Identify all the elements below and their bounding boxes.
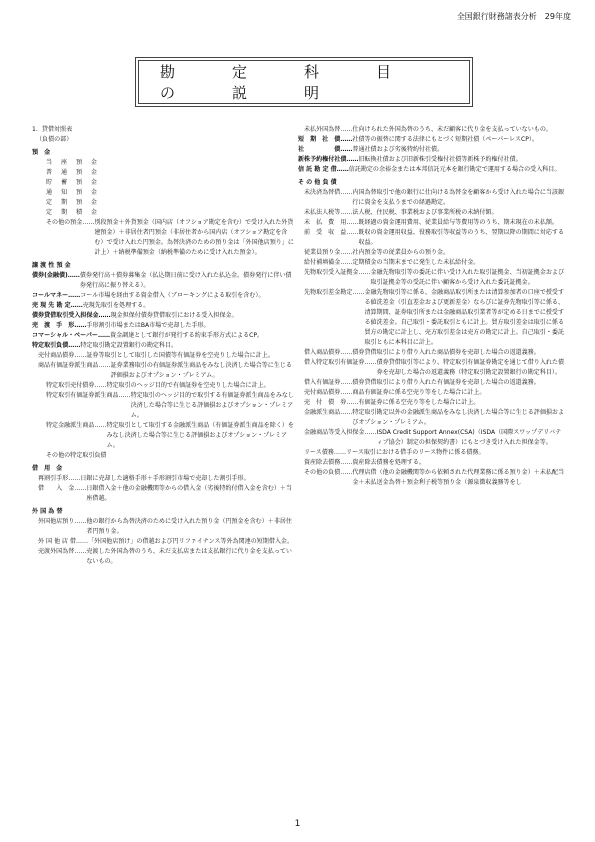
- definition: 特定取引のヘッジ目的で取引する有価証券派生商品をみなし決済した場合等に生じる評価損およびオプション・プレミアム。: [130, 392, 294, 419]
- glossary-entry: [298, 258, 564, 268]
- definition: 証券業務取引の有価証券派生商品をみなし決済した場合等に生じる評価損およびオプション・プレミアム。: [110, 362, 292, 379]
- glossary-entry: [32, 517, 294, 537]
- glossary-entry: [298, 228, 564, 248]
- term: 短 期 社 債……: [298, 136, 353, 143]
- glossary-entry: [298, 448, 564, 458]
- glossary-entry: [32, 361, 294, 381]
- definition: 商品有価証券に係る空売り等をした場合に計上。: [352, 389, 486, 396]
- term: 再割引手形……: [38, 475, 81, 482]
- definition: 売渡した外国為替のうち、未だ支払店または支払銀行に代り金を支払っていないもの。: [86, 548, 292, 565]
- glossary-entry: [32, 391, 294, 421]
- glossary-entry: [32, 208, 294, 218]
- definition: コール市場を経由する資金借入（ブローキングによる取引を含む）。: [80, 292, 265, 299]
- term: 貯 蓄 預 金: [46, 179, 101, 186]
- glossary-entry: [32, 188, 294, 198]
- definition: 売現先取引を処理する。: [82, 302, 150, 309]
- glossary-entry: [32, 451, 294, 461]
- term: 借入有価証券……: [304, 379, 353, 386]
- definition: 既経過の資金運用費用、従業員給与等費用等のうち、期末現在の未払額。: [358, 219, 558, 226]
- term: リース債務……: [304, 449, 347, 456]
- term: 未払法人税等……: [304, 209, 353, 216]
- glossary-entry: [298, 398, 564, 408]
- definition: 証券等取引として取引した国債等有価証券を空売りした場合に計上。: [86, 352, 274, 359]
- definition: 別段預金＋外貨預金（国内店（オフショア勘定を含む）で受け入れた外貨建預金）＋非居住者円預金（非居住者から国内店（オフショア勘定を含む）で受け入れた円預金。為替決済のための預り金は「外国他店預り」に計上）＋納税準備預金（納税準備のために受け入れた預金）。: [94, 219, 294, 256]
- glossary-entry: [32, 537, 294, 547]
- definition: 普通社債および劣後特約付社債。: [352, 146, 444, 153]
- definition: 定期積金の当期末までに発生した未払給付金。: [352, 259, 480, 266]
- term: 通 知 預 金: [46, 189, 101, 196]
- glossary-entry: [298, 248, 564, 258]
- glossary-entry: [32, 321, 294, 331]
- glossary-entry: [298, 408, 564, 428]
- definition: ISDA Credit Support Annex(CSA)（ISDA（国際スワップデリバティブ協会）制定の担保契約書）にもとづき受け入れた担保金等。: [376, 429, 562, 446]
- glossary-entry: [32, 507, 294, 517]
- definition: 社内預金等の従業員からの預り金。: [352, 249, 450, 256]
- definition: 現金担保付債券貸借取引における受入担保金。: [110, 312, 238, 319]
- definition: 債券貸借取引等により、特定取引有価証券勘定を通じて借り入れた債券を売却した場合の返還義務（特定取引勘定設置銀行の勘定科目）。: [376, 359, 565, 376]
- term: 特定取引売付債券……: [46, 382, 107, 389]
- glossary-entry: [298, 378, 564, 388]
- definition: 債券貸借取引により借り入れた商品債券を売却した場合の返還義務。: [352, 349, 540, 356]
- glossary-entry: [32, 135, 294, 145]
- definition: 債券発行高＋債券募集金（払込期日前に受け入れた払込金。債券発行に伴い債券発行高に振り替える）。: [79, 272, 292, 289]
- glossary-entry: [298, 358, 564, 378]
- term: 金融商品等受入担保金……: [304, 429, 377, 436]
- definition: 有価証券に係る空売り等をした場合に計上。: [358, 399, 480, 406]
- glossary-entry: [32, 351, 294, 361]
- term: 債券(金融債)……: [32, 272, 80, 279]
- definition: 特定取引のヘッジ目的で有価証券を空売りした場合に計上。: [106, 382, 270, 389]
- definition: 日銀借入金＋他の金融機関等からの借入金（劣後特約付借入金を含む）＋当座借越。: [86, 485, 292, 502]
- glossary-entry: [32, 198, 294, 208]
- definition: 仕向けられた外国為替のうち、未だ顧客に代り金を支払っていないもの。: [352, 126, 552, 133]
- glossary-entry: [32, 331, 294, 341]
- term: 普 通 預 金: [46, 169, 101, 176]
- definition: 他の銀行から為替決済のために受け入れた預り金（円預金を含む）＋非居住者円預り金。: [86, 518, 292, 535]
- term: 債券貸借取引受入担保金……: [32, 312, 111, 319]
- glossary-entry: [32, 218, 294, 258]
- term: 給付補填備金……: [304, 259, 353, 266]
- term: 外国他店預り……: [38, 518, 87, 525]
- term: 売 現 先 勘 定……: [32, 302, 83, 309]
- definition: 社債等の振替に関する法律にもとづく短期社債（ペーパーレスCP）。: [352, 136, 538, 143]
- definition: 法人税、住民税、事業税および事業所税の未納付額。: [352, 209, 498, 216]
- term: 譲 渡 性 預 金: [32, 262, 71, 269]
- definition: 既収の資金運用収益、役務取引等収益等のうち、翌期以降の期間に対応する収益。: [358, 229, 565, 246]
- definition: 手形割引市場またはBA市場で売却した手形。: [86, 322, 210, 329]
- glossary-entry: [298, 125, 564, 135]
- term: その他の負債……: [304, 469, 353, 476]
- glossary-entry: [32, 168, 294, 178]
- glossary-entry: [32, 261, 294, 271]
- definition: 資金調達として銀行が発行する約束手形方式によるCP。: [110, 332, 264, 339]
- term: 借入特定取引有価証券……: [304, 359, 377, 366]
- definition: 「外国他店預け」の借越および円リファイナンス等外為関連の短期借入金。: [88, 538, 294, 545]
- glossary-entry: [298, 135, 564, 145]
- term: 預 金: [32, 149, 51, 156]
- definition: 特定取引として取引する金融派生商品（有価証券派生商品を除く）をみなし決済した場合等に生じる評価損およびオプション・プレミアム。: [106, 422, 294, 449]
- term: コマーシャル・ペーパー……: [32, 332, 111, 339]
- definition: 内国為替取引で他の銀行に仕向ける為替金を顧客から受け入れた場合に当該銀行に資金を支払うまでの経過勘定。: [352, 189, 565, 206]
- term: 借入商品債券……: [304, 349, 353, 356]
- term: 売付商品債券……: [304, 389, 353, 396]
- term: そ の 他 負 債: [298, 179, 337, 186]
- term: 売付商品債券……: [38, 352, 87, 359]
- definition: 代理店借（他の金融機関等から依頼された代理業務に係る預り金）＋未払配当金＋未払送金為替＋預金利子税等預り金（源泉徴収義務等をし: [352, 469, 565, 486]
- glossary-entry: [298, 208, 564, 218]
- term: 特定取引負債……: [32, 342, 81, 349]
- term: コールマネー……: [32, 292, 81, 299]
- glossary-entry: [298, 178, 564, 188]
- glossary-entry: [298, 388, 564, 398]
- term: 先物取引受入証拠金……: [304, 269, 371, 276]
- term: その他の特定取引負債: [46, 452, 107, 459]
- glossary-entry: [298, 458, 564, 468]
- term: 前 受 収 益……: [304, 229, 359, 236]
- term: 資産除去債務……: [304, 459, 353, 466]
- term: 従業員預り金……: [304, 249, 353, 256]
- glossary-entry: [298, 218, 564, 228]
- glossary-entry: [32, 148, 294, 158]
- term: 借 入 金……: [38, 485, 87, 492]
- term: （負債の部）: [36, 136, 73, 143]
- glossary-entry: [32, 158, 294, 168]
- term: 定 期 積 金: [46, 209, 101, 216]
- term: 特定取引有価証券派生商品……: [46, 392, 131, 399]
- term: 外 国 他 店 借……: [38, 538, 89, 545]
- term: 商品有価証券派生商品……: [38, 362, 111, 369]
- definition: 金融先物取引等に係る、金融商品取引所または清算参加者の口座で授受する値洗差金（引直差金および更新差金）ならびに証券先物取引等に係る、清算期間、証券取引所または金融商品取引業者等が定める日までに授受する値洗差金。自己取引・委託取引ともに計上。買方取引差金は取引に係る買方の勘定に計上し、売方取引差金は売方の勘定に計上。自己取引・委託取引ともに本科目に計上。: [364, 289, 565, 346]
- glossary-entry: [298, 155, 564, 165]
- glossary-entry: [32, 421, 294, 451]
- glossary-entry: [32, 381, 294, 391]
- glossary-entry: [32, 474, 294, 484]
- term: 信 託 勘 定 借……: [298, 166, 349, 173]
- glossary-entry: [298, 428, 564, 448]
- glossary-entry: [298, 145, 564, 155]
- term: 借 用 金: [32, 465, 63, 472]
- term: 未 払 費 用……: [304, 219, 359, 226]
- definition: 債券貸借取引により借り入れた有価証券を売却した場合の返還義務。: [352, 379, 540, 386]
- definition: 金融先物取引等の委託に伴い受け入れた取引証拠金、当初証拠金および取引証拠金等の受託に伴い顧客から受け入れた委託証拠金。: [370, 269, 565, 286]
- term: 定 期 預 金: [46, 199, 101, 206]
- term: 売 渡 手 形……: [32, 322, 87, 329]
- term: 未払外国為替……: [304, 126, 353, 133]
- glossary-entry: [32, 484, 294, 504]
- term: 1．貸借対照表: [32, 126, 73, 133]
- definition: 日銀に売却した適格手形＋手形割引市場で売却した割引手形。: [80, 475, 250, 482]
- glossary-entry: [32, 271, 294, 291]
- right-column: [298, 125, 564, 488]
- definition: リース取引における借手のリース物件に係る債務。: [346, 449, 485, 456]
- glossary-entry: [298, 165, 564, 175]
- left-column: [32, 125, 294, 567]
- term: 売渡外国為替……: [38, 548, 87, 555]
- term: 金融派生商品……: [304, 409, 353, 416]
- glossary-entry: [298, 188, 564, 208]
- glossary-entry: [32, 125, 294, 135]
- glossary-entry: [298, 268, 564, 288]
- page-title: 勘 定 科 目 の 説 明: [160, 63, 449, 102]
- definition: 信託勘定の余裕金または本邦信託元本を銀行勘定で運用する場合の受入科目。: [348, 166, 561, 173]
- page-header: 全国銀行財務諸表分析 29年度: [456, 12, 571, 21]
- glossary-entry: [32, 547, 294, 567]
- glossary-entry: [32, 464, 294, 474]
- term: 新株予約権付社債……: [298, 156, 359, 163]
- term: 特定金融派生商品……: [46, 422, 107, 429]
- page-number: 1: [294, 819, 301, 829]
- definition: 資産除去債務を処理する。: [352, 459, 425, 466]
- term: 先物取引差金勘定……: [304, 289, 365, 296]
- title-box: [138, 60, 470, 104]
- glossary-entry: [32, 291, 294, 301]
- glossary-entry: [32, 301, 294, 311]
- term: 外 国 為 替: [32, 508, 63, 515]
- glossary-entry: [298, 468, 564, 488]
- definition: 特定取引勘定以外の金融派生商品をみなし決済した場合等に生じる評価損およびオプション・プレミアム。: [352, 409, 565, 426]
- glossary-entry: [298, 348, 564, 358]
- definition: 特定取引勘定設置銀行の勘定科目。: [80, 342, 178, 349]
- term: 未決済為替借……: [304, 189, 353, 196]
- glossary-entry: [32, 178, 294, 188]
- term: 社 債……: [298, 146, 353, 153]
- definition: 旧転換社債および旧新株引受権付社債等新株予約権付社債。: [358, 156, 522, 163]
- term: 売 付 債 券……: [304, 399, 359, 406]
- glossary-entry: [32, 311, 294, 321]
- glossary-entry: [298, 288, 564, 348]
- glossary-entry: [32, 341, 294, 351]
- term: 当 座 預 金: [46, 159, 101, 166]
- term: その他の預金……: [46, 219, 95, 226]
